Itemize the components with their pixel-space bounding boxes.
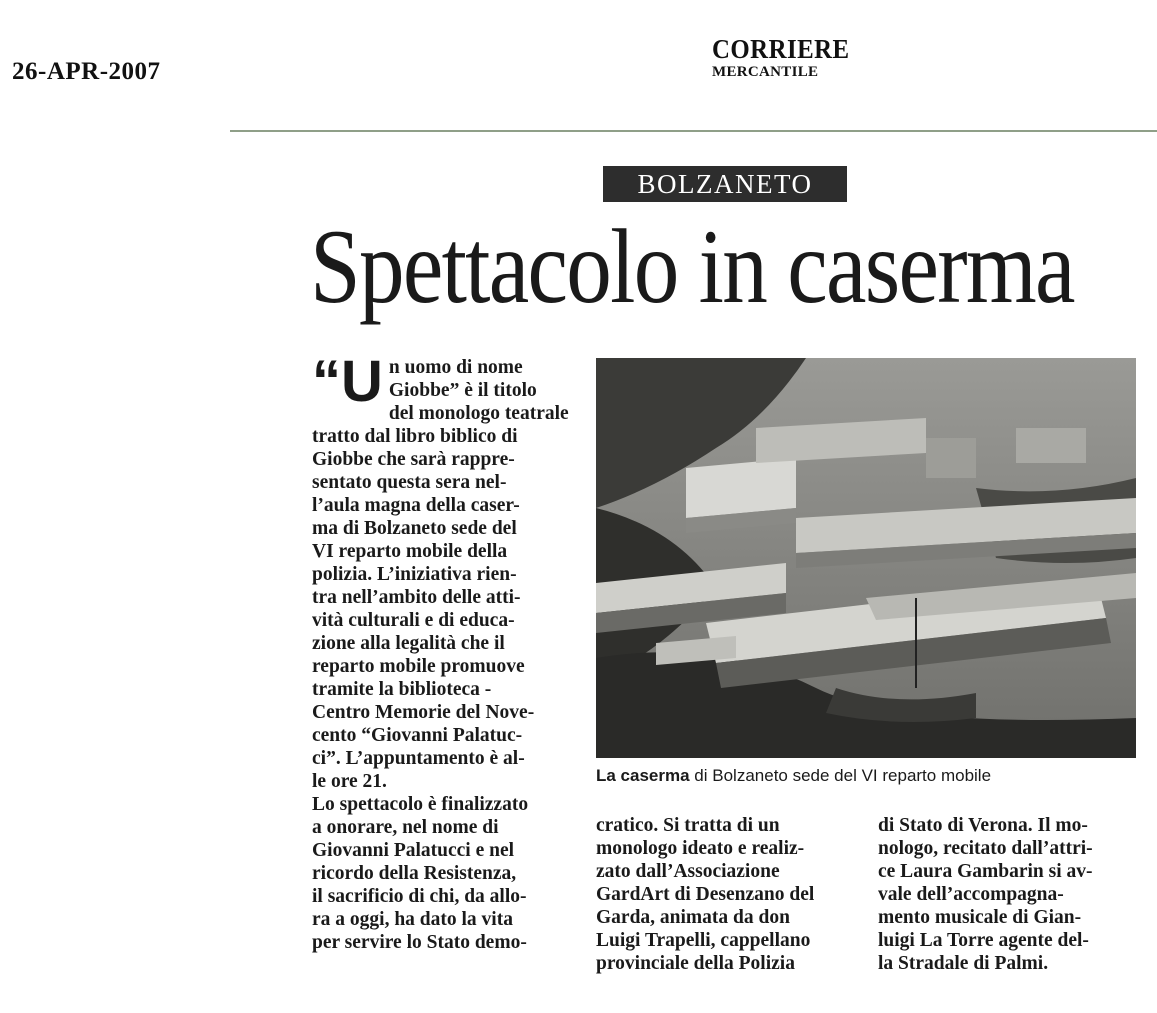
article-text-line: Garda, animata da don	[596, 907, 790, 928]
article-text-line: cento “Giovanni Palatuc-	[312, 725, 523, 746]
article-text-line: ricordo della Resistenza,	[312, 863, 517, 884]
article-text-line: Giovanni Palatucci e nel	[312, 840, 515, 861]
article-text-line: le ore 21.	[312, 771, 387, 792]
article-text-line: ci”. L’appuntamento è al-	[312, 748, 525, 769]
article-text-line: vale dell’accompagna-	[878, 884, 1064, 905]
article-text-line: n uomo di nome	[388, 357, 523, 378]
article-text-line: provinciale della Polizia	[596, 953, 795, 974]
drop-cap-letter: U	[341, 349, 383, 414]
column-1-body	[312, 356, 574, 954]
article-text-line: GardArt di Desenzano del	[596, 884, 815, 905]
article-text-line: a onorare, nel nome di	[312, 817, 499, 838]
article-text-line: la Stradale di Palmi.	[878, 953, 1049, 974]
article-text-line: Luigi Trapelli, cappellano	[596, 930, 811, 951]
clipping-date: 26-APR-2007	[12, 58, 161, 85]
article-column-1	[312, 349, 574, 954]
article-text-line: ma di Bolzaneto sede del	[312, 518, 517, 539]
header-divider	[230, 130, 1157, 132]
article-text-line: nologo, recitato dall’attri-	[878, 838, 1093, 859]
article-text-line: tra nell’ambito delle atti-	[312, 587, 521, 608]
masthead-title: CORRIERE	[712, 34, 850, 64]
article-text-line: ce Laura Gambarin si av-	[878, 861, 1093, 882]
article-text-line: per servire lo Stato demo-	[312, 932, 527, 953]
article-text-line: sentato questa sera nel-	[312, 472, 507, 493]
article-text-line: mento musicale di Gian-	[878, 907, 1082, 928]
article-text-line: luigi La Torre agente del-	[878, 930, 1089, 951]
article-text-line: il sacrificio di chi, da allo-	[312, 886, 527, 907]
article-text-line: l’aula magna della caser-	[312, 495, 520, 516]
article-text-line: reparto mobile promuove	[312, 656, 525, 677]
article-text-line: tratto dal libro biblico di	[312, 426, 518, 447]
caption-text: di Bolzaneto sede del VI reparto mobile	[689, 766, 992, 785]
newspaper-masthead	[712, 34, 850, 80]
article-text-line: Giobbe” è il titolo	[388, 380, 537, 401]
article-text-line: del monologo teatrale	[388, 403, 569, 424]
masthead-subtitle: MERCANTILE	[712, 64, 819, 80]
article-text-line: VI reparto mobile della	[312, 541, 508, 562]
caption-lead: La caserma	[596, 766, 690, 785]
photo-caption	[596, 766, 1156, 786]
article-text-line: monologo ideato e realiz-	[596, 838, 805, 859]
article-column-3	[878, 814, 1140, 975]
article-text-line: Giobbe che sarà rappre-	[312, 449, 515, 470]
article-headline: Spettacolo in caserma	[310, 208, 1074, 325]
article-text-line: ra a oggi, ha dato la vita	[312, 909, 513, 930]
article-text-line: Lo spettacolo è finalizzato	[312, 794, 529, 815]
article-text-line: di Stato di Verona. Il mo-	[878, 815, 1088, 836]
article-text-line: zato dall’Associazione	[596, 861, 780, 882]
drop-cap	[312, 349, 383, 414]
barracks-aerial-photo-icon	[596, 358, 1136, 758]
article-text-line: Centro Memorie del Nove-	[312, 702, 535, 723]
article-text-line: tramite la biblioteca -	[312, 679, 492, 700]
article-text-line: vità culturali e di educa-	[312, 610, 515, 631]
article-text-line: zione alla legalità che il	[312, 633, 505, 654]
section-kicker: BOLZANETO	[603, 166, 847, 202]
article-column-2	[596, 814, 858, 975]
drop-cap-quote: “	[312, 349, 341, 414]
article-text-line: cratico. Si tratta di un	[596, 815, 780, 836]
article-text-line: polizia. L’iniziativa rien-	[312, 564, 517, 585]
